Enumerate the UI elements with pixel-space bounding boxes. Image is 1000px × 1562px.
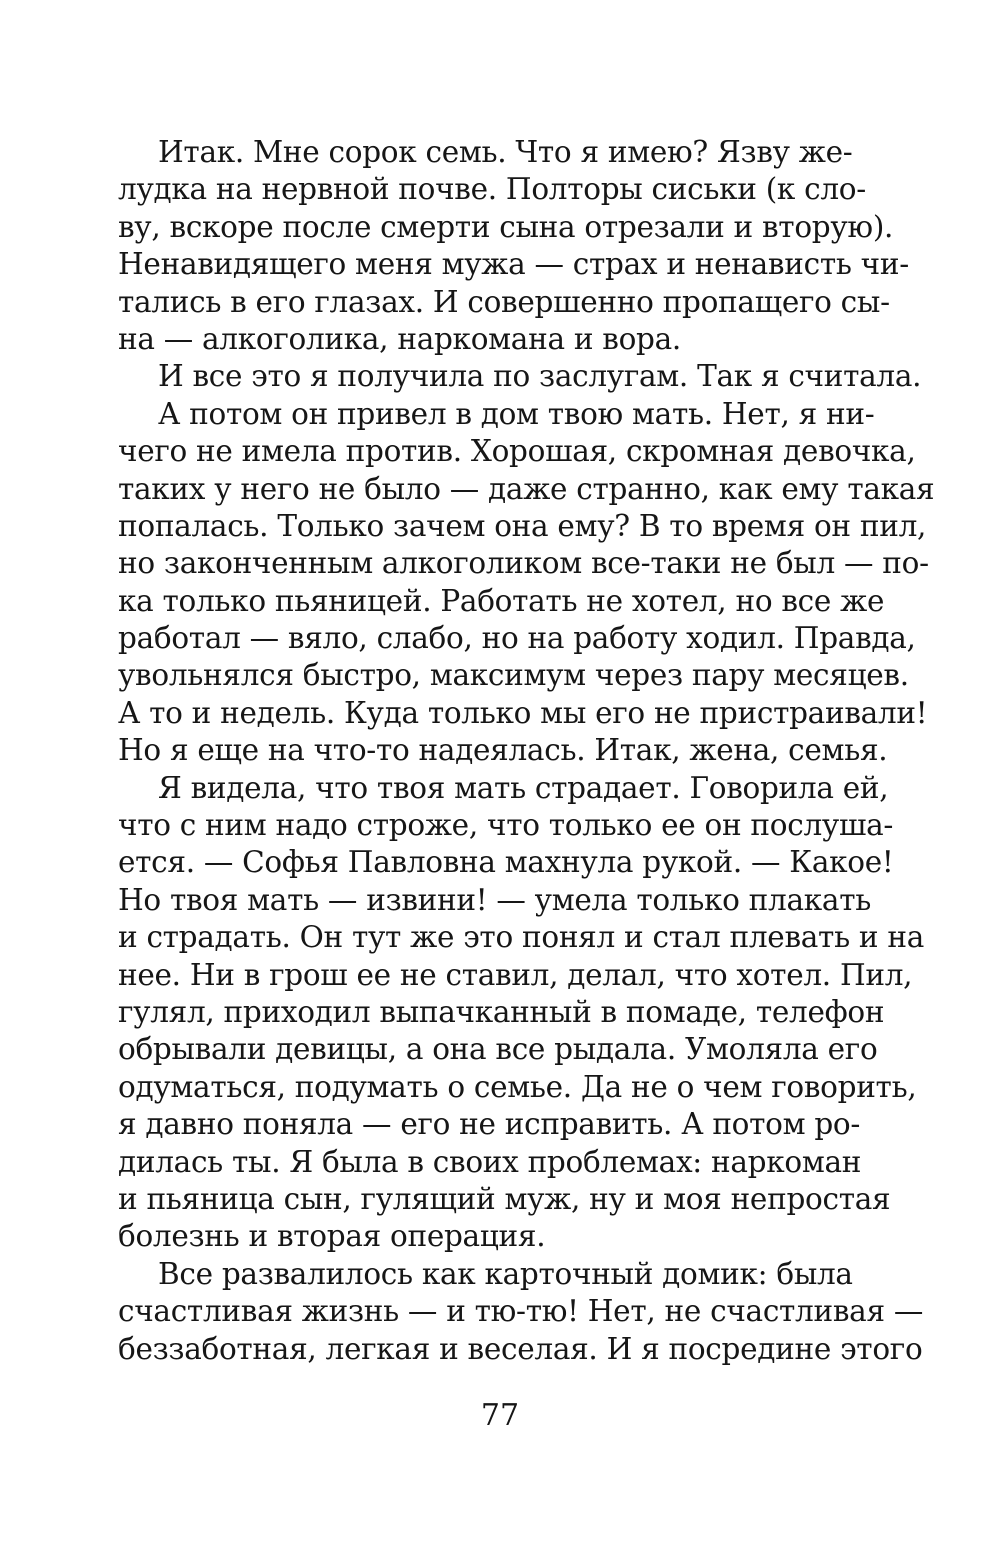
text-line: обрывали девицы, а она все рыдала. Умоляла его bbox=[118, 1032, 878, 1067]
text-line: И все это я получила по заслугам. Так я считала. bbox=[158, 359, 922, 394]
text-line: нее. Ни в грош ее не ставил, делал, что хотел. Пил, bbox=[118, 957, 913, 992]
text-line: и пьяница сын, гулящий муж, ну и моя непростая bbox=[118, 1181, 891, 1216]
text-line: лудка на нервной почве. Полторы сиськи (к сло- bbox=[118, 172, 866, 207]
text-line: Итак. Мне сорок семь. Что я имею? Язву же- bbox=[158, 135, 853, 169]
text-line: попалась. Только зачем она ему? В то время он пил, bbox=[118, 508, 927, 543]
text-line: счастливая жизнь — и тю-тю! Нет, не счастливая — bbox=[118, 1294, 924, 1329]
text-line: Но твоя мать — извини! — умела только плакать bbox=[118, 882, 871, 917]
text-line: я давно поняла — его не исправить. А потом ро- bbox=[118, 1107, 861, 1142]
text-line: беззаботная, легкая и веселая. И я посредине этого bbox=[118, 1331, 923, 1366]
text-line: Ненавидящего меня мужа — страх и ненависть чи- bbox=[118, 247, 909, 282]
text-line: тались в его глазах. И совершенно пропащего сы- bbox=[118, 284, 890, 319]
paragraph-4 bbox=[118, 770, 924, 1256]
text-line: увольнялся быстро, максимум через пару месяцев. bbox=[118, 658, 909, 693]
text-line: Но я еще на что-то надеялась. Итак, жена, семья. bbox=[118, 733, 888, 768]
text-line: болезнь и вторая операция. bbox=[118, 1219, 546, 1254]
text-line: А то и недель. Куда только мы его не пристраивали! bbox=[118, 695, 928, 730]
text-line: ву, вскоре после смерти сына отрезали и вторую). bbox=[118, 209, 894, 244]
paragraph-3 bbox=[118, 396, 935, 770]
text-line: гулял, приходил выпачканный в помаде, телефон bbox=[118, 994, 885, 1029]
body-text bbox=[118, 134, 935, 1368]
text-line: одуматься, подумать о семье. Да не о чем говорить, bbox=[118, 1069, 917, 1104]
text-line: дилась ты. Я была в своих проблемах: наркоман bbox=[118, 1144, 862, 1179]
text-line: Все развалилось как карточный домик: была bbox=[158, 1256, 853, 1291]
paragraph-1 bbox=[118, 134, 909, 358]
page-number: 77 bbox=[480, 1398, 520, 1433]
text-line: А потом он привел в дом твою мать. Нет, я ни- bbox=[158, 396, 875, 431]
text-line: чего не имела против. Хорошая, скромная девочка, bbox=[118, 434, 916, 469]
paragraph-2 bbox=[118, 358, 922, 395]
text-line: таких у него не было — даже странно, как ему такая bbox=[118, 471, 935, 506]
text-line: на — алкоголика, наркомана и вора. bbox=[118, 321, 681, 356]
paragraph-5 bbox=[118, 1256, 924, 1368]
text-line: но законченным алкоголиком все-таки не был — по- bbox=[118, 546, 929, 581]
text-line: и страдать. Он тут же это понял и стал плевать и на bbox=[118, 920, 924, 955]
text-line: что с ним надо строже, что только ее он послуша- bbox=[118, 808, 894, 843]
text-line: ется. — Софья Павловна махнула рукой. — Какое! bbox=[118, 845, 894, 880]
text-line: ка только пьяницей. Работать не хотел, но все же bbox=[118, 583, 885, 618]
text-line: работал — вяло, слабо, но на работу ходил. Правда, bbox=[118, 621, 916, 656]
text-line: Я видела, что твоя мать страдает. Говорила ей, bbox=[158, 770, 889, 805]
